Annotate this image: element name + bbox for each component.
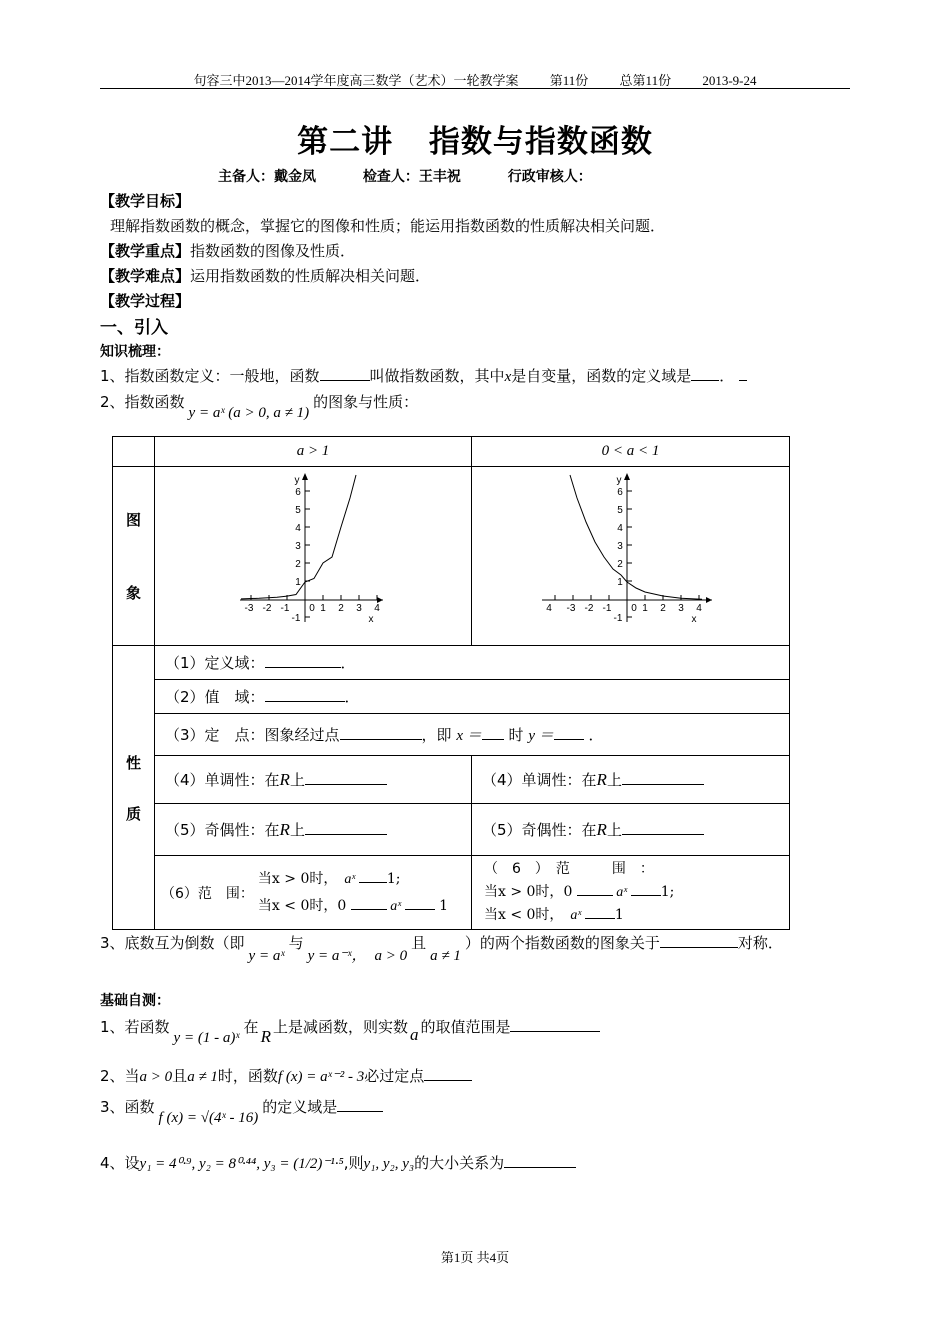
graph-label bbox=[113, 467, 155, 646]
header-date: 2013-9-24 bbox=[702, 73, 757, 88]
item1-text-d: ． bbox=[719, 367, 735, 385]
tick-y-minus1: -1 bbox=[613, 613, 623, 624]
item2-line bbox=[100, 391, 419, 421]
blank-fixed-point[interactable] bbox=[340, 725, 422, 740]
range6-right-pos: 当x > 0时， bbox=[484, 884, 564, 900]
parity-left bbox=[155, 804, 472, 856]
y-axis-label: y bbox=[294, 475, 300, 486]
blank-mono-right[interactable] bbox=[622, 770, 704, 785]
tick-y-5: 5 bbox=[295, 505, 301, 516]
tick-y-2: 2 bbox=[617, 559, 623, 570]
q4-formula: y₁ = 4⁰·⁹, y₂ = 8⁰·⁴⁴, y₃ = (1/2)⁻¹·⁵ bbox=[139, 1156, 344, 1172]
preparer: 主备人：戴金凤 bbox=[218, 169, 316, 185]
header-school: 句容三中2013—2014学年度高三数学（艺术）一轮教学案 bbox=[193, 73, 519, 88]
hard-heading: 【教学难点】 bbox=[100, 267, 191, 285]
prop-label-2: 质 bbox=[125, 804, 141, 823]
graph-cell-decreasing bbox=[472, 467, 790, 646]
q2-line bbox=[100, 1065, 472, 1086]
item2-text-b: 的图象与性质： bbox=[313, 393, 419, 411]
parity-on: 上 bbox=[289, 821, 305, 839]
range6-left: （6）范 围： 当x > 0时， aˣ 1; 当x < 0时，0 aˣ 1 bbox=[155, 856, 472, 930]
tick-x-1: 1 bbox=[642, 603, 648, 614]
domain-label: （1）定义域： bbox=[165, 654, 265, 672]
q2-text-c: 时，函数 bbox=[217, 1067, 278, 1085]
range6-label: （6）范 围： bbox=[161, 885, 254, 902]
q1-a: a bbox=[409, 1025, 419, 1044]
y-axis-label: y bbox=[616, 475, 622, 486]
page-title bbox=[0, 116, 950, 161]
tick-y-6: 6 bbox=[295, 487, 301, 498]
item3-line bbox=[100, 932, 783, 964]
blank-q3[interactable] bbox=[337, 1097, 383, 1112]
q4-formula-2: y₁, y₂, y₃ bbox=[363, 1156, 415, 1172]
header-rule bbox=[100, 88, 850, 89]
section-intro: 一、引入 bbox=[100, 318, 168, 338]
checker: 检查人：王丰祝 bbox=[362, 169, 461, 185]
mono-on: 上 bbox=[606, 771, 622, 789]
x-axis-label: x bbox=[691, 614, 697, 625]
x-axis-label: x bbox=[368, 614, 374, 625]
blank-q2[interactable] bbox=[424, 1066, 472, 1081]
q1-text-b: 在 bbox=[243, 1018, 259, 1036]
q1-line bbox=[100, 1016, 600, 1046]
header-total-no: 总第11份 bbox=[619, 73, 672, 88]
property-table bbox=[112, 436, 790, 930]
blank-mono-left[interactable] bbox=[305, 770, 387, 785]
q1-formula: y = (1 - a)ˣ bbox=[173, 1030, 240, 1046]
item2-text-a: 2、指数函数 bbox=[100, 393, 185, 411]
item3-f3: a > 0 bbox=[374, 948, 408, 964]
col-head-a-gt-1: a > 1 bbox=[155, 437, 472, 467]
item3-f2: y = a⁻ˣ， bbox=[307, 948, 367, 964]
blank-parity-right[interactable] bbox=[622, 820, 704, 835]
tick-x-4: 4 bbox=[374, 603, 380, 614]
tick-x-4-left: 4 bbox=[546, 603, 552, 614]
blank-function[interactable] bbox=[320, 366, 370, 381]
mono-left bbox=[155, 756, 472, 804]
process-heading: 【教学过程】 bbox=[100, 292, 191, 310]
q1-text-a: 1、若函数 bbox=[100, 1018, 170, 1036]
hard-text: 运用指数函数的性质解决相关问题． bbox=[190, 267, 431, 285]
q4-line bbox=[100, 1152, 576, 1173]
item3-text-e: 对称． bbox=[737, 934, 783, 952]
blank-fixed-y[interactable] bbox=[554, 725, 584, 740]
corner-cell bbox=[113, 437, 155, 467]
tick-x-4: 4 bbox=[696, 603, 702, 614]
q4-text-a: 4、设 bbox=[100, 1154, 140, 1172]
graph-label-1: 图 bbox=[125, 511, 141, 529]
col-head-a-lt-1: 0 < a < 1 bbox=[472, 437, 790, 467]
blank-q4[interactable] bbox=[504, 1153, 576, 1168]
q1-text-c: 上是减函数，则实数 bbox=[272, 1018, 408, 1036]
item3-text-c: 且 bbox=[411, 934, 427, 952]
q4-text-b: ,则 bbox=[343, 1154, 364, 1172]
blank-domain-answer[interactable] bbox=[265, 653, 341, 668]
exp-decreasing-curve bbox=[570, 475, 702, 599]
goal-text: 理解指数函数的概念，掌握它的图像和性质；能运用指数函数的性质解决相关问题． bbox=[110, 217, 666, 235]
tick-x-3: 3 bbox=[678, 603, 684, 614]
range6-left-neg: 当x < 0时， bbox=[257, 897, 338, 914]
row-fixed-point bbox=[155, 714, 790, 756]
parity-right bbox=[472, 804, 790, 856]
key-heading: 【教学重点】 bbox=[100, 242, 191, 260]
q1-R: R bbox=[260, 1027, 271, 1046]
mono-label: （4）单调性：在 bbox=[165, 771, 280, 789]
key-point-line bbox=[100, 240, 355, 261]
item3-text-b: 与 bbox=[288, 934, 304, 952]
fixed-x-eq: x ＝ bbox=[456, 728, 482, 744]
mono-right bbox=[472, 756, 790, 804]
title-part1: 第二讲 bbox=[297, 124, 394, 160]
reviewer: 行政审核人： bbox=[507, 169, 592, 185]
tick-x-2: 2 bbox=[660, 603, 666, 614]
tick-x-minus1: -1 bbox=[280, 603, 290, 614]
item3-text-d: ）的两个指数函数的图象关于 bbox=[464, 934, 660, 952]
fixed-label: （3）定 点：图象经过点 bbox=[165, 726, 340, 744]
parity-on: 上 bbox=[606, 821, 622, 839]
key-text: 指数函数的图像及性质． bbox=[190, 242, 356, 260]
tick-y-minus1: -1 bbox=[291, 613, 301, 624]
q3-formula: f (x) = √(4ˣ - 16) bbox=[158, 1110, 259, 1126]
tick-y-5: 5 bbox=[617, 505, 623, 516]
item3-f1: y = aˣ bbox=[248, 948, 285, 964]
tick-x-0: 0 bbox=[309, 603, 315, 614]
fixed-text-d: 时 bbox=[508, 726, 524, 744]
mono-R: R bbox=[279, 770, 290, 789]
tick-x-1: 1 bbox=[320, 603, 326, 614]
q3-line bbox=[100, 1096, 383, 1126]
prop-label-1: 性 bbox=[125, 753, 141, 772]
blank-range-answer[interactable] bbox=[265, 687, 345, 702]
fixed-y-eq: y ＝ bbox=[528, 728, 554, 744]
tick-x-minus3: -3 bbox=[244, 603, 254, 614]
q2-f2: a ≠ 1 bbox=[187, 1069, 218, 1085]
q1-text-d: 的取值范围是 bbox=[420, 1018, 511, 1036]
item3-text-a: 3、底数互为倒数（即 bbox=[100, 934, 245, 952]
page-header bbox=[100, 70, 850, 89]
goal-heading: 【教学目标】 bbox=[100, 192, 191, 210]
blank-q1[interactable] bbox=[510, 1017, 600, 1032]
exp-increasing-graph bbox=[155, 467, 471, 641]
parity-R: R bbox=[596, 820, 607, 839]
blank-domain[interactable] bbox=[691, 366, 719, 381]
tick-y-6: 6 bbox=[617, 487, 623, 498]
tick-x-0: 0 bbox=[631, 603, 637, 614]
staff-line bbox=[218, 166, 634, 186]
mono-R: R bbox=[596, 770, 607, 789]
mono-on: 上 bbox=[289, 771, 305, 789]
item1-x: x bbox=[504, 369, 512, 385]
q2-f3: f (x) = aˣ⁻² - 3 bbox=[277, 1069, 365, 1085]
q2-text-b: 且 bbox=[172, 1067, 188, 1085]
item1-text-b: 叫做指数函数，其中 bbox=[369, 367, 505, 385]
tick-y-4: 4 bbox=[295, 523, 301, 534]
property-label bbox=[113, 646, 155, 930]
tick-y-3: 3 bbox=[295, 541, 301, 552]
range-label: （2）值 域： bbox=[165, 688, 265, 706]
range6-right-neg: 当x < 0时， bbox=[484, 907, 557, 923]
title-part2: 指数与指数函数 bbox=[428, 124, 653, 160]
tick-y-3: 3 bbox=[617, 541, 623, 552]
tick-y-2: 2 bbox=[295, 559, 301, 570]
exp-decreasing-graph bbox=[472, 467, 789, 641]
tick-x-minus2: -2 bbox=[262, 603, 272, 614]
range6-label-right: （ 6 ） 范 围 ： bbox=[484, 861, 654, 877]
item1-line bbox=[100, 365, 747, 386]
tick-y-1: 1 bbox=[617, 577, 623, 588]
tick-x-minus2: -2 bbox=[584, 603, 594, 614]
tick-y-4: 4 bbox=[617, 523, 623, 534]
q2-text-a: 2、当 bbox=[100, 1067, 140, 1085]
page-footer: 第1页 共4页 bbox=[440, 1250, 510, 1265]
tick-y-1: 1 bbox=[295, 577, 301, 588]
parity-label: （5）奇偶性：在 bbox=[482, 821, 597, 839]
item2-formula: y = aˣ (a > 0, a ≠ 1) bbox=[188, 405, 310, 421]
q2-text-d: 必过定点 bbox=[364, 1067, 425, 1085]
graph-cell-increasing bbox=[155, 467, 472, 646]
range6-left-pos: 当x > 0时， bbox=[257, 870, 331, 887]
tick-x-minus3: -3 bbox=[566, 603, 576, 614]
blank-extra[interactable] bbox=[739, 366, 747, 381]
item1-text-a: 1、指数函数定义：一般地，函数 bbox=[100, 367, 320, 385]
mono-label: （4）单调性：在 bbox=[482, 771, 597, 789]
q2-f1: a > 0 bbox=[139, 1069, 173, 1085]
graph-label-2: 象 bbox=[125, 584, 141, 602]
row-range: （2）值 域： ． bbox=[155, 680, 790, 714]
tick-x-2: 2 bbox=[338, 603, 344, 614]
difficulty-line bbox=[100, 265, 430, 286]
q3-text-b: 的定义域是 bbox=[262, 1098, 338, 1116]
fixed-text-f: ． bbox=[588, 726, 604, 744]
x-axis-arrow bbox=[706, 597, 712, 603]
blank-fixed-x[interactable] bbox=[482, 725, 504, 740]
item3-f4: a ≠ 1 bbox=[430, 948, 461, 964]
tick-x-minus1: -1 bbox=[602, 603, 612, 614]
tick-x-3: 3 bbox=[356, 603, 362, 614]
fixed-text-b: ，即 bbox=[421, 726, 452, 744]
q3-text-a: 3、函数 bbox=[100, 1098, 155, 1116]
selftest-heading: 基础自测： bbox=[100, 993, 170, 1009]
q4-text-c: 的大小关系为 bbox=[414, 1154, 505, 1172]
y-axis-arrow bbox=[302, 473, 308, 480]
y-axis-arrow bbox=[624, 473, 630, 480]
blank-symmetry[interactable] bbox=[660, 933, 738, 948]
blank-parity-left[interactable] bbox=[305, 820, 387, 835]
parity-R: R bbox=[279, 820, 290, 839]
range6-right: （ 6 ） 范 围 ： 当x > 0时，0 aˣ 1; 当x < 0时， aˣ 1 bbox=[472, 856, 790, 930]
row-domain: （1）定义域： ． bbox=[155, 646, 790, 680]
parity-label: （5）奇偶性：在 bbox=[165, 821, 280, 839]
header-copy-no: 第11份 bbox=[549, 73, 589, 88]
review-heading: 知识梳理： bbox=[100, 344, 170, 360]
item1-text-c: 是自变量，函数的定义域是 bbox=[511, 367, 692, 385]
